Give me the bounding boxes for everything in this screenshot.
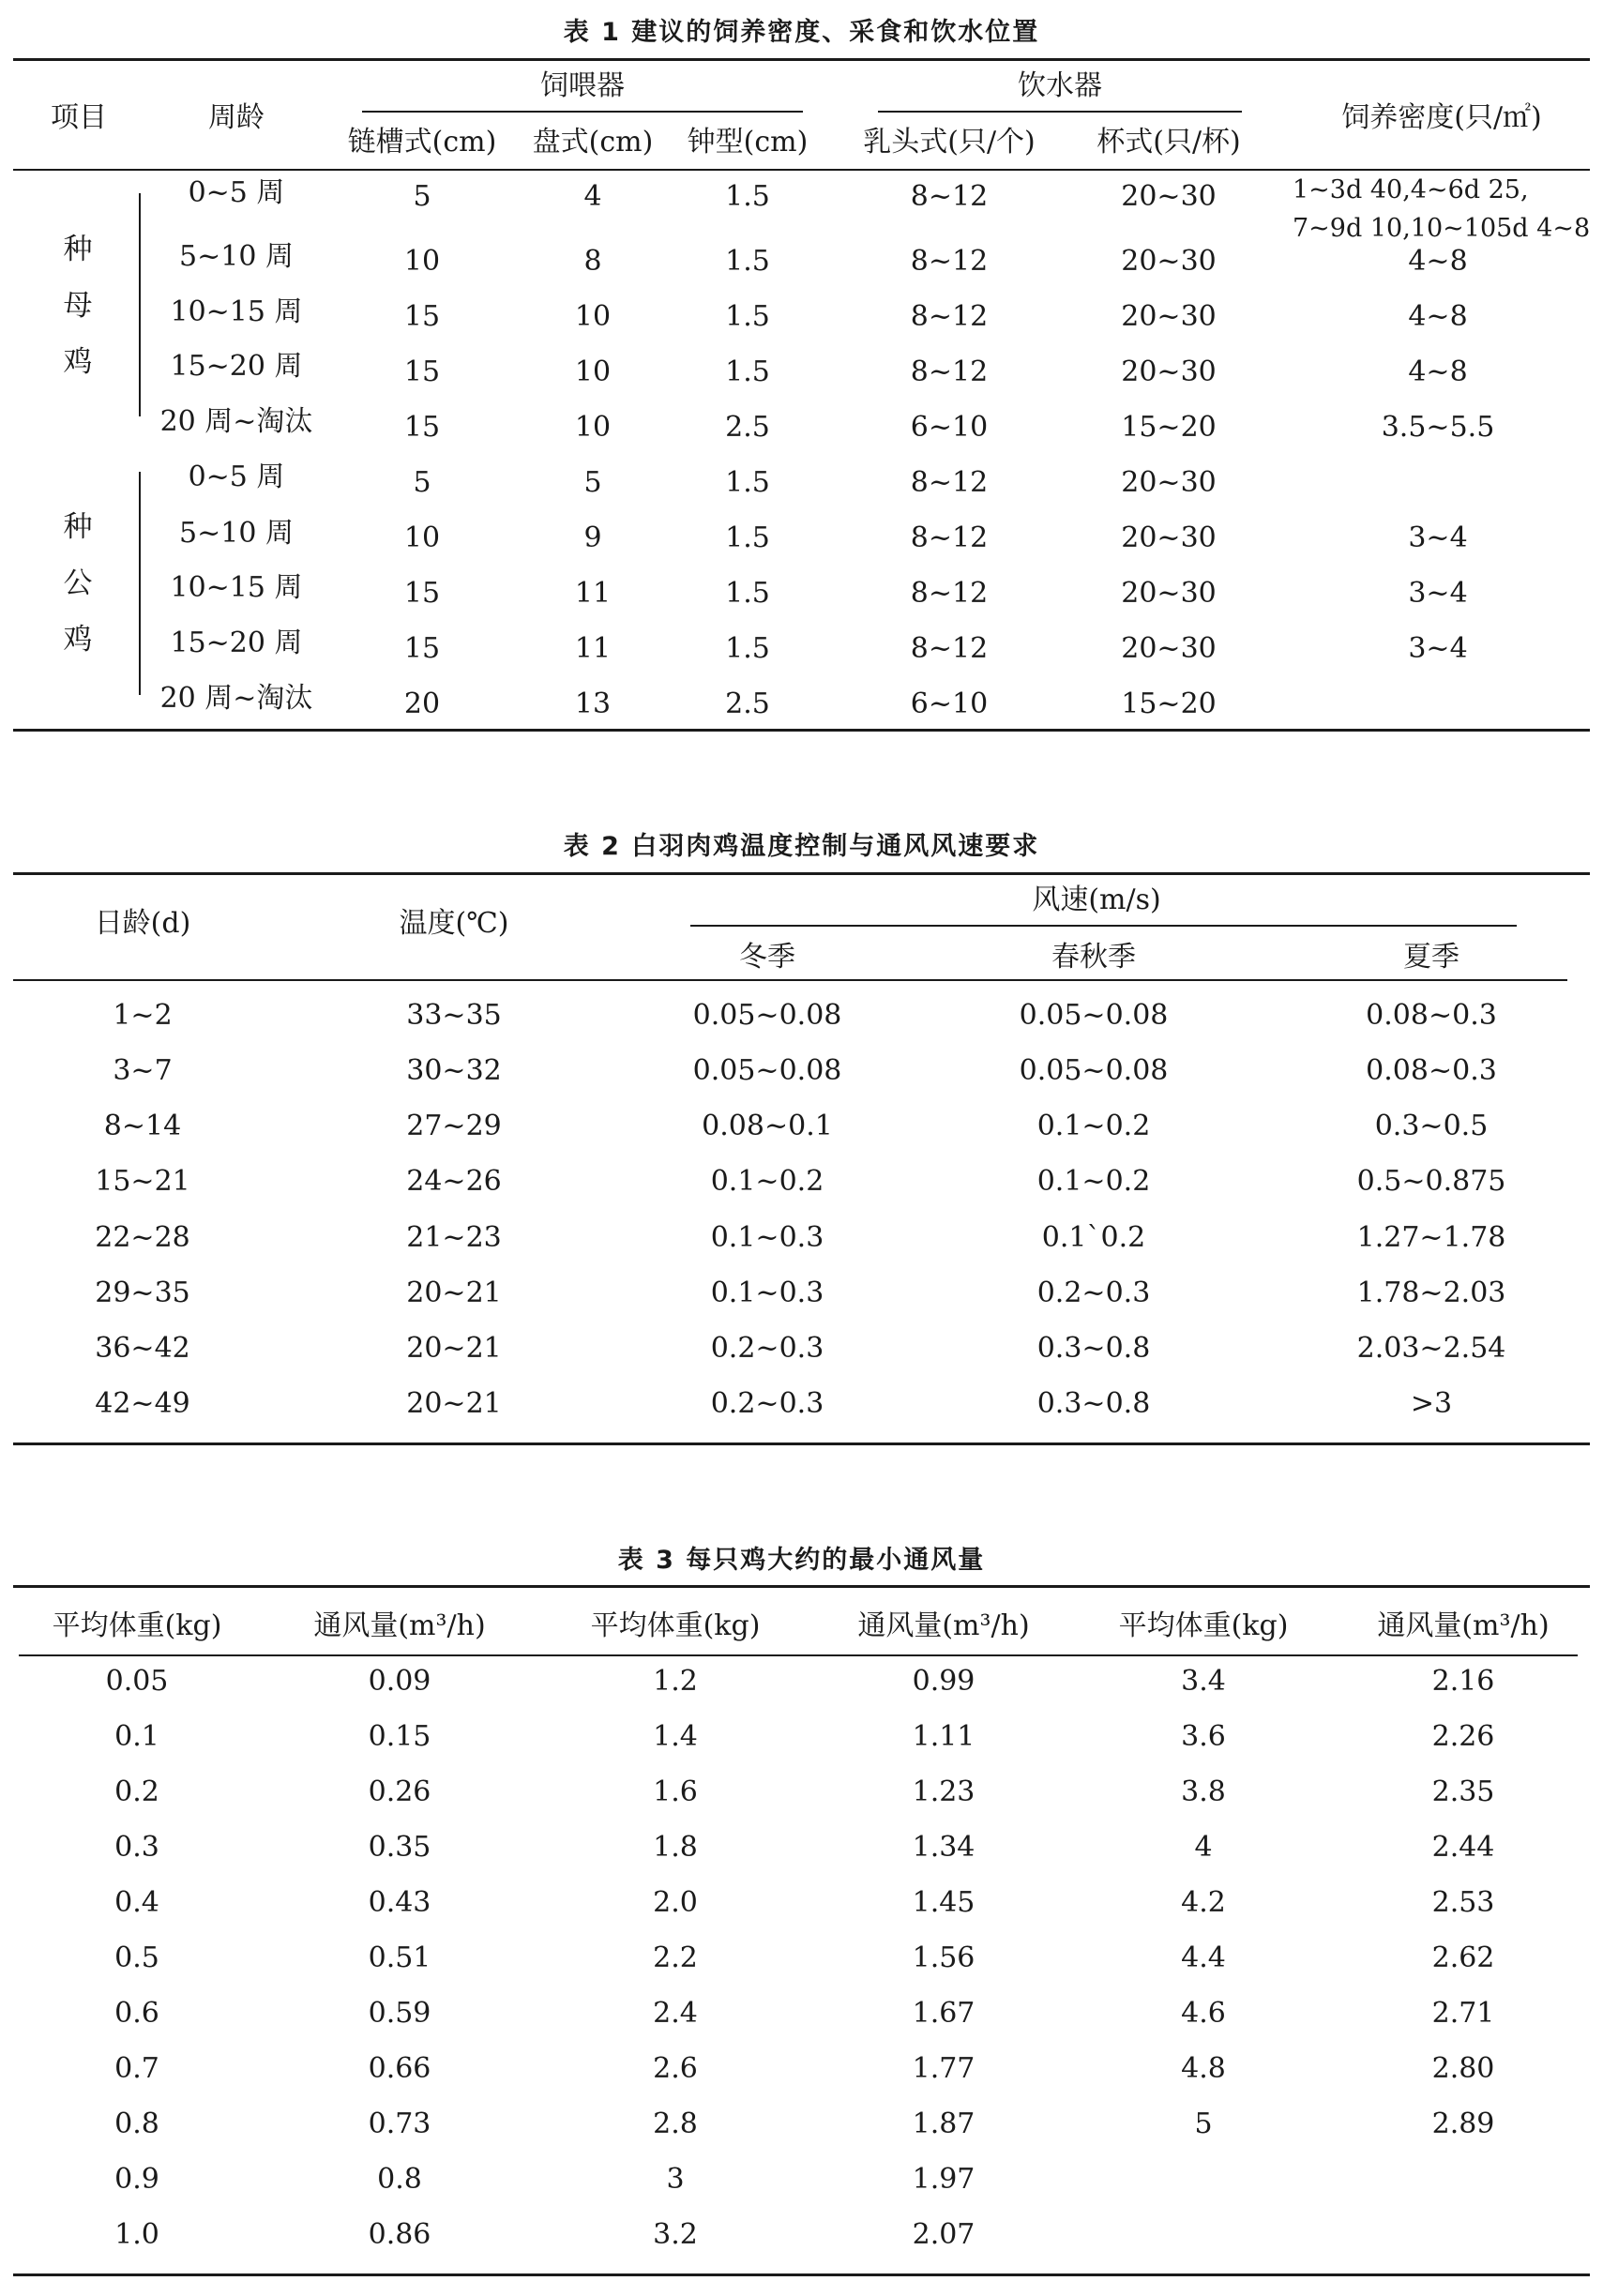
t3-r2-c5: 2.35 bbox=[1431, 1775, 1495, 1808]
t1-r8-nipple: 8~12 bbox=[910, 632, 989, 665]
t2-r1-spring: 0.05~0.08 bbox=[1019, 1054, 1169, 1087]
t3-r2-c0: 0.2 bbox=[114, 1775, 159, 1808]
t3-r0-c0: 0.05 bbox=[105, 1665, 169, 1698]
t1-r2-chain: 15 bbox=[403, 300, 441, 333]
t3-r8-c2: 2.8 bbox=[653, 2107, 698, 2140]
t1-r0-chain: 5 bbox=[413, 180, 431, 213]
t1-group-cock: 种 公 鸡 bbox=[63, 510, 93, 657]
table1-caption: 表 1 建议的饲养密度、采食和饮水位置 bbox=[563, 18, 1040, 47]
t1-r2-pan: 10 bbox=[574, 300, 612, 333]
t2-r4-summer: 1.27~1.78 bbox=[1356, 1221, 1506, 1254]
t1-r0-pan: 4 bbox=[583, 180, 602, 213]
t3-header-weight-3: 平均体重(kg) bbox=[1118, 1609, 1289, 1642]
t3-r6-c1: 0.59 bbox=[368, 1997, 431, 2030]
t1-r1-density: 4~8 bbox=[1408, 245, 1468, 278]
t1-r7-age: 10~15 周 bbox=[170, 571, 303, 604]
t1-r4-cup: 15~20 bbox=[1121, 411, 1217, 444]
t3-r5-c3: 1.56 bbox=[912, 1941, 975, 1974]
t2-r5-summer: 1.78~2.03 bbox=[1356, 1276, 1506, 1309]
t3-r6-c5: 2.71 bbox=[1431, 1997, 1495, 2030]
t3-r7-c2: 2.6 bbox=[653, 2052, 698, 2085]
t3-r2-c3: 1.23 bbox=[912, 1775, 975, 1808]
t2-r6-temp: 20~21 bbox=[406, 1332, 502, 1365]
table2-header-rule bbox=[13, 979, 1567, 981]
t1-density-note-2: 7~9d 10,10~105d 4~8 bbox=[1293, 214, 1591, 243]
t2-r1-winter: 0.05~0.08 bbox=[692, 1054, 842, 1087]
t3-header-weight-2: 平均体重(kg) bbox=[590, 1609, 761, 1642]
t3-r10-c0: 1.0 bbox=[114, 2218, 159, 2251]
t3-r0-c4: 3.4 bbox=[1181, 1665, 1226, 1698]
t1-r0-nipple: 8~12 bbox=[910, 180, 989, 213]
t3-r9-c3: 1.97 bbox=[912, 2163, 975, 2196]
t3-r8-c3: 1.87 bbox=[912, 2107, 975, 2140]
t2-r5-winter: 0.1~0.3 bbox=[710, 1276, 824, 1309]
t1-r4-age: 20 周~淘汰 bbox=[159, 405, 313, 438]
t1-r5-pan: 5 bbox=[583, 466, 602, 499]
t2-header-wind-group: 风速(m/s) bbox=[1032, 884, 1161, 916]
t2-r5-temp: 20~21 bbox=[406, 1276, 502, 1309]
t1-r3-age: 15~20 周 bbox=[170, 350, 303, 383]
t3-r2-c2: 1.6 bbox=[653, 1775, 698, 1808]
t3-r2-c4: 3.8 bbox=[1181, 1775, 1226, 1808]
t2-r0-spring: 0.05~0.08 bbox=[1019, 999, 1169, 1032]
t1-header-nipple: 乳头式(只/个) bbox=[863, 126, 1036, 159]
t1-r8-cup: 20~30 bbox=[1121, 632, 1217, 665]
t2-r1-temp: 30~32 bbox=[406, 1054, 502, 1087]
t1-r1-nipple: 8~12 bbox=[910, 245, 989, 278]
t1-header-feeder-group: 饲喂器 bbox=[540, 69, 625, 102]
t2-header-winter: 冬季 bbox=[739, 941, 795, 974]
t1-r9-bell: 2.5 bbox=[725, 687, 770, 720]
t2-header-temp: 温度(℃) bbox=[399, 907, 509, 940]
t2-r3-spring: 0.1~0.2 bbox=[1036, 1165, 1151, 1198]
t2-r5-spring: 0.2~0.3 bbox=[1036, 1276, 1151, 1309]
t1-r2-bell: 1.5 bbox=[725, 300, 770, 333]
t1-r5-nipple: 8~12 bbox=[910, 466, 989, 499]
table3-top-rule bbox=[13, 1585, 1590, 1588]
t3-r0-c2: 1.2 bbox=[653, 1665, 698, 1698]
t3-r4-c5: 2.53 bbox=[1431, 1886, 1495, 1919]
t3-r8-c5: 2.89 bbox=[1431, 2107, 1495, 2140]
t1-r4-nipple: 6~10 bbox=[910, 411, 989, 444]
t3-r6-c2: 2.4 bbox=[653, 1997, 698, 2030]
t1-r6-age: 5~10 周 bbox=[179, 517, 294, 550]
t3-r4-c0: 0.4 bbox=[114, 1886, 159, 1919]
t3-r7-c3: 1.77 bbox=[912, 2052, 975, 2085]
t3-header-vent-3: 通风量(m³/h) bbox=[1377, 1609, 1550, 1642]
t2-header-summer: 夏季 bbox=[1403, 941, 1459, 974]
t1-r0-bell: 1.5 bbox=[725, 180, 770, 213]
t1-r2-cup: 20~30 bbox=[1121, 300, 1217, 333]
t2-r1-summer: 0.08~0.3 bbox=[1366, 1054, 1497, 1087]
t1-r7-pan: 11 bbox=[574, 577, 612, 610]
t3-r4-c1: 0.43 bbox=[368, 1886, 431, 1919]
t1-r2-density: 4~8 bbox=[1408, 300, 1468, 333]
t3-r9-c1: 0.8 bbox=[377, 2163, 422, 2196]
t3-r10-c3: 2.07 bbox=[912, 2218, 975, 2251]
t3-r7-c1: 0.66 bbox=[368, 2052, 431, 2085]
t3-r3-c4: 4 bbox=[1194, 1831, 1213, 1864]
t1-group-hen-bracket bbox=[139, 193, 141, 416]
table2-caption: 表 2 白羽肉鸡温度控制与通风风速要求 bbox=[563, 832, 1040, 861]
t2-header-spring-autumn: 春秋季 bbox=[1051, 941, 1136, 974]
t2-r0-summer: 0.08~0.3 bbox=[1366, 999, 1497, 1032]
t3-r8-c0: 0.8 bbox=[114, 2107, 159, 2140]
t1-r1-pan: 8 bbox=[583, 245, 602, 278]
t3-r8-c1: 0.73 bbox=[368, 2107, 431, 2140]
t3-r5-c5: 2.62 bbox=[1431, 1941, 1495, 1974]
t1-r5-age: 0~5 周 bbox=[188, 461, 285, 493]
t1-r4-bell: 2.5 bbox=[725, 411, 770, 444]
t3-r9-c0: 0.9 bbox=[114, 2163, 159, 2196]
t3-r2-c1: 0.26 bbox=[368, 1775, 431, 1808]
t1-header-drinker-group: 饮水器 bbox=[1018, 69, 1102, 102]
t2-wind-group-rule bbox=[690, 925, 1517, 927]
t3-r1-c5: 2.26 bbox=[1431, 1720, 1495, 1753]
t1-r9-nipple: 6~10 bbox=[910, 687, 989, 720]
t2-r3-temp: 24~26 bbox=[406, 1165, 502, 1198]
t1-r6-nipple: 8~12 bbox=[910, 521, 989, 554]
t2-r3-winter: 0.1~0.2 bbox=[710, 1165, 824, 1198]
t1-r6-density: 3~4 bbox=[1408, 521, 1468, 554]
t2-r6-day: 36~42 bbox=[95, 1332, 190, 1365]
t1-r0-cup: 20~30 bbox=[1121, 180, 1217, 213]
t3-r1-c1: 0.15 bbox=[368, 1720, 431, 1753]
t2-r7-day: 42~49 bbox=[95, 1387, 190, 1420]
t1-r1-chain: 10 bbox=[403, 245, 441, 278]
table3-bottom-rule bbox=[13, 2273, 1590, 2276]
t2-header-day-age: 日龄(d) bbox=[94, 907, 191, 940]
t1-r1-age: 5~10 周 bbox=[179, 240, 294, 273]
t1-header-age: 周龄 bbox=[208, 101, 265, 134]
t3-r4-c2: 2.0 bbox=[653, 1886, 698, 1919]
table1-top-rule bbox=[13, 58, 1590, 61]
t3-r1-c0: 0.1 bbox=[114, 1720, 159, 1753]
t1-r9-chain: 20 bbox=[403, 687, 441, 720]
t3-r8-c4: 5 bbox=[1194, 2107, 1213, 2140]
t2-r5-day: 29~35 bbox=[95, 1276, 190, 1309]
t1-header-pan: 盘式(cm) bbox=[532, 126, 654, 159]
t3-r4-c4: 4.2 bbox=[1181, 1886, 1226, 1919]
t2-r4-winter: 0.1~0.3 bbox=[710, 1221, 824, 1254]
t1-r9-cup: 15~20 bbox=[1121, 687, 1217, 720]
t3-r0-c1: 0.09 bbox=[368, 1665, 431, 1698]
t1-r0-age: 0~5 周 bbox=[188, 176, 285, 209]
t3-r7-c4: 4.8 bbox=[1181, 2052, 1226, 2085]
t3-r0-c3: 0.99 bbox=[912, 1665, 975, 1698]
t1-drinker-group-rule bbox=[878, 111, 1242, 113]
t1-r3-chain: 15 bbox=[403, 355, 441, 388]
t1-r2-nipple: 8~12 bbox=[910, 300, 989, 333]
t1-feeder-group-rule bbox=[362, 111, 803, 113]
t1-r1-cup: 20~30 bbox=[1121, 245, 1217, 278]
t2-r3-summer: 0.5~0.875 bbox=[1356, 1165, 1506, 1198]
t3-r5-c2: 2.2 bbox=[653, 1941, 698, 1974]
t3-r5-c0: 0.5 bbox=[114, 1941, 159, 1974]
t3-r1-c4: 3.6 bbox=[1181, 1720, 1226, 1753]
t3-r7-c5: 2.80 bbox=[1431, 2052, 1495, 2085]
t1-r8-density: 3~4 bbox=[1408, 632, 1468, 665]
t2-r7-temp: 20~21 bbox=[406, 1387, 502, 1420]
t2-r7-summer: >3 bbox=[1410, 1387, 1453, 1420]
t1-density-note-1: 1~3d 40,4~6d 25, bbox=[1293, 175, 1529, 204]
t1-r5-bell: 1.5 bbox=[725, 466, 770, 499]
t1-group-cock-bracket bbox=[139, 472, 141, 695]
t2-r7-winter: 0.2~0.3 bbox=[710, 1387, 824, 1420]
t1-r8-age: 15~20 周 bbox=[170, 627, 303, 659]
t1-header-item: 项目 bbox=[51, 101, 107, 134]
t3-r7-c0: 0.7 bbox=[114, 2052, 159, 2085]
t1-r7-density: 3~4 bbox=[1408, 577, 1468, 610]
t2-r0-winter: 0.05~0.08 bbox=[692, 999, 842, 1032]
t2-r2-day: 8~14 bbox=[103, 1110, 182, 1142]
t1-r5-chain: 5 bbox=[413, 466, 431, 499]
t3-r0-c5: 2.16 bbox=[1431, 1665, 1495, 1698]
t2-r4-temp: 21~23 bbox=[406, 1221, 502, 1254]
t1-r9-age: 20 周~淘汰 bbox=[159, 682, 313, 715]
t2-r2-spring: 0.1~0.2 bbox=[1036, 1110, 1151, 1142]
t3-r3-c0: 0.3 bbox=[114, 1831, 159, 1864]
t1-r7-bell: 1.5 bbox=[725, 577, 770, 610]
t3-r6-c4: 4.6 bbox=[1181, 1997, 1226, 2030]
t3-r6-c0: 0.6 bbox=[114, 1997, 159, 2030]
t2-r6-summer: 2.03~2.54 bbox=[1356, 1332, 1506, 1365]
t1-r8-pan: 11 bbox=[574, 632, 612, 665]
t3-r3-c3: 1.34 bbox=[912, 1831, 975, 1864]
t2-r2-summer: 0.3~0.5 bbox=[1374, 1110, 1489, 1142]
t1-header-cup: 杯式(只/杯) bbox=[1096, 126, 1241, 159]
t3-r4-c3: 1.45 bbox=[912, 1886, 975, 1919]
t2-r2-winter: 0.08~0.1 bbox=[702, 1110, 833, 1142]
t1-header-bell: 钟型(cm) bbox=[687, 126, 809, 159]
t3-header-vent-1: 通风量(m³/h) bbox=[313, 1609, 486, 1642]
t3-r5-c4: 4.4 bbox=[1181, 1941, 1226, 1974]
t1-r3-bell: 1.5 bbox=[725, 355, 770, 388]
t2-r6-winter: 0.2~0.3 bbox=[710, 1332, 824, 1365]
t1-r4-chain: 15 bbox=[403, 411, 441, 444]
t3-r9-c2: 3 bbox=[666, 2163, 685, 2196]
t1-r8-bell: 1.5 bbox=[725, 632, 770, 665]
t1-r6-cup: 20~30 bbox=[1121, 521, 1217, 554]
t2-r4-spring: 0.1`0.2 bbox=[1041, 1221, 1146, 1254]
t1-r5-cup: 20~30 bbox=[1121, 466, 1217, 499]
t2-r6-spring: 0.3~0.8 bbox=[1036, 1332, 1151, 1365]
table1-bottom-rule bbox=[13, 729, 1590, 732]
t2-r2-temp: 27~29 bbox=[406, 1110, 502, 1142]
t1-r7-nipple: 8~12 bbox=[910, 577, 989, 610]
t1-r7-cup: 20~30 bbox=[1121, 577, 1217, 610]
t3-r10-c2: 3.2 bbox=[653, 2218, 698, 2251]
t3-r3-c1: 0.35 bbox=[368, 1831, 431, 1864]
t1-header-chain: 链槽式(cm) bbox=[347, 126, 497, 159]
t1-r6-pan: 9 bbox=[583, 521, 602, 554]
t1-r4-density: 3.5~5.5 bbox=[1381, 411, 1495, 444]
t3-r10-c1: 0.86 bbox=[368, 2218, 431, 2251]
table2-top-rule bbox=[13, 872, 1590, 875]
t3-r3-c5: 2.44 bbox=[1431, 1831, 1495, 1864]
t3-header-weight-1: 平均体重(kg) bbox=[52, 1609, 222, 1642]
t3-r5-c1: 0.51 bbox=[368, 1941, 431, 1974]
t3-r6-c3: 1.67 bbox=[912, 1997, 975, 2030]
t2-r1-day: 3~7 bbox=[113, 1054, 173, 1087]
t3-header-vent-2: 通风量(m³/h) bbox=[857, 1609, 1030, 1642]
t3-r1-c2: 1.4 bbox=[653, 1720, 698, 1753]
t1-r3-cup: 20~30 bbox=[1121, 355, 1217, 388]
t1-r3-density: 4~8 bbox=[1408, 355, 1468, 388]
t2-r0-temp: 33~35 bbox=[406, 999, 502, 1032]
t1-group-hen: 种 母 鸡 bbox=[63, 233, 93, 379]
t1-r4-pan: 10 bbox=[574, 411, 612, 444]
t3-r3-c2: 1.8 bbox=[653, 1831, 698, 1864]
t1-r9-pan: 13 bbox=[574, 687, 612, 720]
t3-r1-c3: 1.11 bbox=[912, 1720, 975, 1753]
t2-r0-day: 1~2 bbox=[113, 999, 173, 1032]
t1-r3-nipple: 8~12 bbox=[910, 355, 989, 388]
table3-header-rule bbox=[19, 1654, 1578, 1656]
t1-r7-chain: 15 bbox=[403, 577, 441, 610]
t1-r6-bell: 1.5 bbox=[725, 521, 770, 554]
t1-r6-chain: 10 bbox=[403, 521, 441, 554]
t1-r2-age: 10~15 周 bbox=[170, 295, 303, 328]
t1-r1-bell: 1.5 bbox=[725, 245, 770, 278]
t1-header-density: 饲养密度(只/㎡) bbox=[1341, 101, 1542, 134]
table2-bottom-rule bbox=[13, 1443, 1590, 1445]
t2-r4-day: 22~28 bbox=[95, 1221, 190, 1254]
t2-r7-spring: 0.3~0.8 bbox=[1036, 1387, 1151, 1420]
table3-caption: 表 3 每只鸡大约的最小通风量 bbox=[617, 1546, 986, 1575]
t1-r8-chain: 15 bbox=[403, 632, 441, 665]
t1-r3-pan: 10 bbox=[574, 355, 612, 388]
t2-r3-day: 15~21 bbox=[95, 1165, 190, 1198]
